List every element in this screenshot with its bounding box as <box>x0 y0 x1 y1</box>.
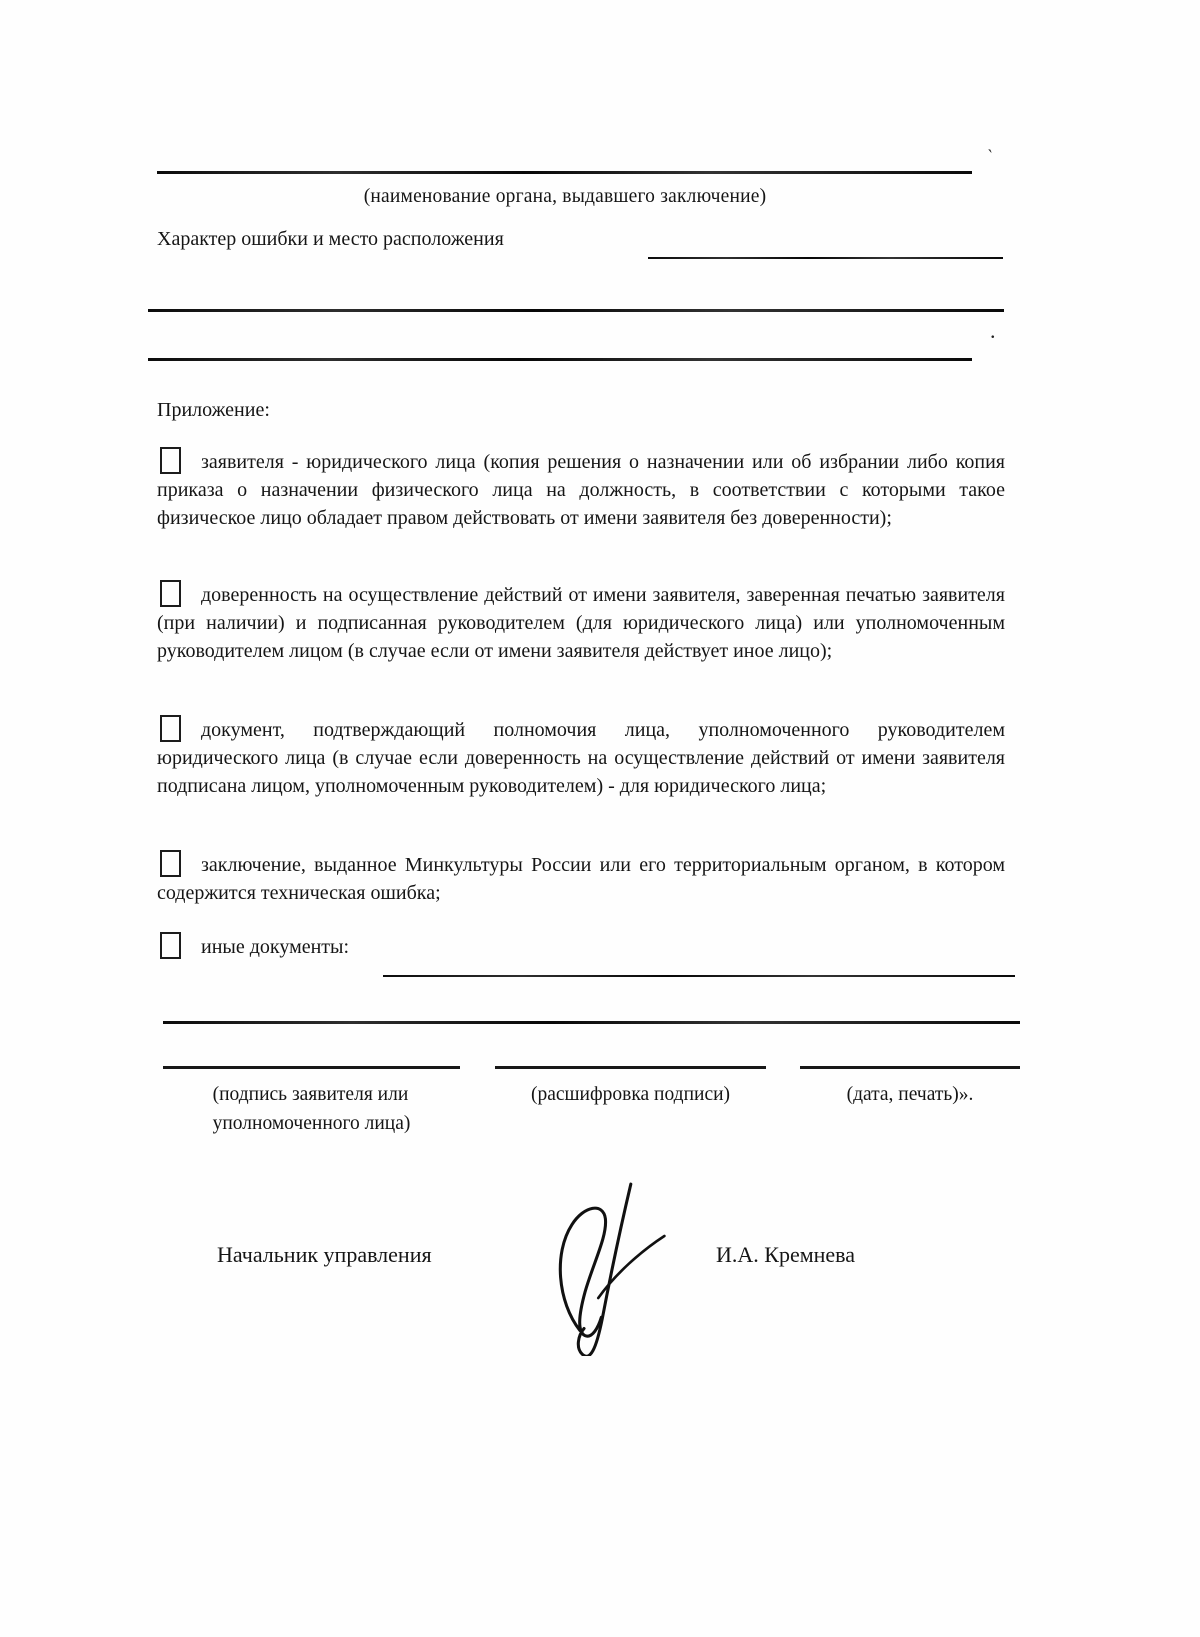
attachment-item-4-text: заключение, выданное Минкультуры России или его территориальным органом, в котором содержится техническая ошибка; <box>157 854 1005 904</box>
attachment-checkbox-4[interactable] <box>160 850 181 877</box>
error-nature-blank-line-1[interactable] <box>648 257 1003 259</box>
attachment-checkbox-3[interactable] <box>160 715 181 742</box>
attachments-title: Приложение: <box>157 399 270 421</box>
error-nature-blank-line-3[interactable] <box>148 358 972 361</box>
applicant-signature-field[interactable] <box>163 1066 460 1138</box>
signature-transcript-caption <box>531 1080 730 1109</box>
applicant-signature-caption <box>213 1080 411 1138</box>
org-name-blank-line[interactable] <box>157 171 972 174</box>
caption-line-1: (дата, печать)». <box>846 1084 974 1105</box>
date-stamp-caption <box>847 1080 974 1109</box>
officer-position-label: Начальник управления <box>217 1242 432 1267</box>
scan-artifact-tick: ` <box>984 145 995 167</box>
signature-transcript-field[interactable] <box>495 1066 766 1109</box>
caption-line-1: (расшифровка подписи) <box>530 1084 731 1105</box>
other-documents-blank-line-2[interactable] <box>163 1021 1020 1024</box>
error-nature-blank-line-2[interactable] <box>148 309 1004 312</box>
attachment-checkbox-2[interactable] <box>160 580 181 607</box>
attachment-item-5 <box>157 933 717 961</box>
attachment-item-3-text: документ, подтверждающий полномочия лица, уполномоченного руководителем юридического лица (в случае если доверенность на осуществление действий от имени заявителя подписана лицом, уполномоченным руководителем) - для юридического лица; <box>157 719 1005 797</box>
attachment-item-4 <box>157 851 1005 907</box>
attachment-checkbox-1[interactable] <box>160 447 181 474</box>
attachment-item-2-text: доверенность на осуществление действий от имени заявителя, заверенная печатью заявителя (при наличии) и подписанная руководителем (для юридического лица) или уполномоченным руководителем лицом (в случае если от имени заявителя действует иное лицо); <box>157 584 1005 662</box>
attachment-item-1 <box>157 448 1005 532</box>
org-name-caption: (наименование органа, выдавшего заключение) <box>363 186 767 207</box>
attachment-item-1-text: заявителя - юридического лица (копия решения о назначении или об избрании либо копия приказа о назначении физического лица на должность, в соответствии с которыми такое физическое лицо обладает правом действовать от имени заявителя без доверенности); <box>157 451 1005 529</box>
error-nature-label: Характер ошибки и место расположения <box>157 228 504 250</box>
attachment-item-2 <box>157 581 1005 665</box>
other-documents-blank-line[interactable] <box>383 975 1015 977</box>
caption-line-1: (подпись заявителя или <box>212 1084 409 1105</box>
attachment-item-5-text: иные документы: <box>201 936 350 958</box>
handwritten-signature-icon <box>543 1178 681 1356</box>
officer-name: И.А. Кремнева <box>716 1242 856 1267</box>
caption-line-2: уполномоченного лица) <box>212 1113 411 1134</box>
scan-artifact-dot: . <box>990 318 996 343</box>
attachment-item-3 <box>157 716 1005 800</box>
attachment-checkbox-5[interactable] <box>160 932 181 959</box>
date-stamp-field[interactable] <box>800 1066 1020 1109</box>
